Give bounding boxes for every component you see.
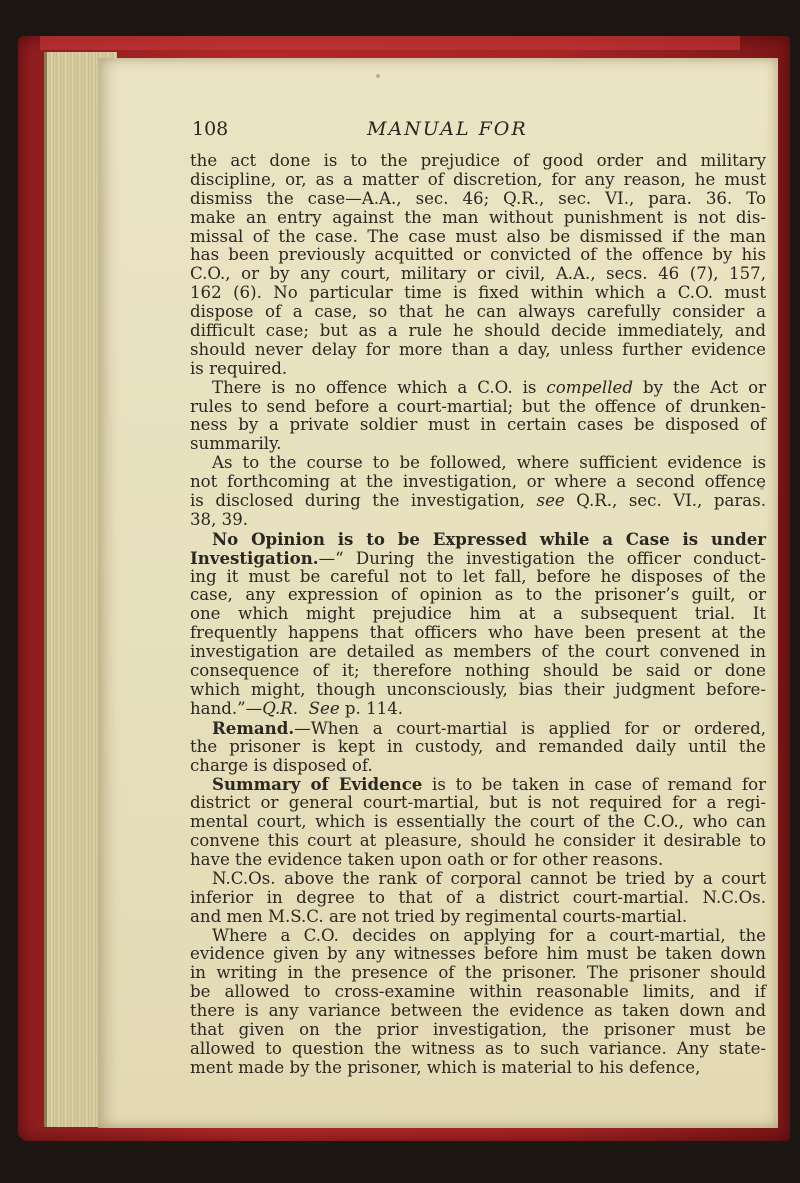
text-line — [190, 1040, 766, 1059]
line-text: p. 114. — [339, 698, 404, 718]
text-line — [190, 549, 766, 568]
text-line — [190, 813, 766, 832]
text-line — [190, 360, 766, 379]
line-text: charge is disposed of. — [190, 755, 373, 775]
text-line — [190, 851, 766, 870]
text-line — [190, 586, 766, 605]
italic-text: see — [536, 491, 565, 511]
line-text: mental court, which is essentially the court of the C.O., who can — [190, 812, 766, 832]
text-line — [190, 662, 766, 681]
line-text: Q.R., sec. VI., paras. — [564, 491, 766, 511]
text-line — [190, 284, 766, 303]
line-text: case, any expression of opinion as to the prisoner’s guilt, or — [190, 585, 766, 605]
line-text: There is no offence which a C.O. is — [212, 377, 547, 397]
text-line — [190, 700, 766, 719]
line-text: hand.”— — [190, 698, 263, 718]
line-text: not forthcoming at the investigation, or where a second offence — [190, 472, 766, 492]
text-line — [190, 1059, 766, 1078]
line-text: frequently happens that officers who have been present at the — [190, 623, 766, 643]
line-text: consequence of it; therefore nothing should be said or done — [190, 661, 766, 681]
text-line — [190, 303, 766, 322]
text-line — [190, 719, 766, 738]
line-text: one which might prejudice him at a subsequent trial. It — [190, 604, 766, 624]
line-text: As to the course to be followed, where sufficient evidence is — [212, 453, 766, 473]
text-line — [190, 530, 766, 549]
text-line — [190, 454, 766, 473]
italic-text: compelled — [546, 377, 633, 397]
line-text: allowed to question the witness as to such variance. Any state- — [190, 1038, 766, 1058]
line-text: have the evidence taken upon oath or for other reasons. — [190, 849, 664, 869]
text-line — [190, 228, 766, 247]
line-text: 38, 39. — [190, 509, 249, 529]
text-line — [190, 492, 766, 511]
line-text: missal of the case. The case must also be dismissed if the man — [190, 226, 766, 246]
line-text: discipline, or, as a matter of discretion, for any reason, he must — [190, 169, 766, 189]
line-text: and men M.S.C. are not tried by regimental courts-martial. — [190, 906, 688, 926]
text-line — [190, 738, 766, 757]
line-text: Where a C.O. decides on applying for a court-martial, the — [212, 925, 766, 945]
text-line — [190, 889, 766, 908]
line-text: inferior in degree to that of a district court-martial. N.C.Os. — [190, 887, 766, 907]
line-text: ness by a private soldier must in certain cases be disposed of — [190, 415, 766, 435]
cover-edge — [40, 36, 740, 50]
line-text: the act done is to the prejudice of good order and military — [190, 151, 766, 170]
line-text: be allowed to cross-examine within reasonable limits, and if — [190, 982, 766, 1002]
line-text: difficult case; but as a rule he should decide immediately, and — [190, 321, 766, 341]
page-body-text — [190, 152, 766, 1078]
line-text: by the Act or — [632, 377, 766, 397]
line-text: evidence given by any witnesses before him must be taken down — [190, 944, 766, 964]
text-line — [190, 171, 766, 190]
line-text: should never delay for more than a day, unless further evidence — [190, 339, 766, 359]
text-line — [190, 643, 766, 662]
section-heading: No Opinion is to be Expressed while a Case is under — [212, 528, 766, 549]
line-text: —When a court-martial is applied for or ordered, — [294, 718, 766, 738]
line-text: summarily. — [190, 434, 282, 454]
text-line — [190, 209, 766, 228]
text-line — [190, 757, 766, 776]
line-text: has been previously acquitted or convicted of the offence by his — [190, 245, 766, 265]
line-text: ment made by the prisoner, which is material to his defence, — [190, 1057, 701, 1077]
text-line — [190, 681, 766, 700]
line-text: which might, though unconsciously, bias their judgment before- — [190, 679, 766, 699]
section-heading: Remand. — [212, 717, 295, 738]
paper-speck — [376, 74, 380, 78]
section-heading: Summary of Evidence — [212, 774, 423, 795]
line-text: rules to send before a court-martial; but the offence of drunken- — [190, 396, 766, 416]
text-line — [190, 832, 766, 851]
italic-text: See — [308, 698, 340, 718]
text-line — [190, 1002, 766, 1021]
line-text: dispose of a case, so that he can always carefully consider a — [190, 302, 766, 322]
line-text: district or general court-martial, but is not required for a regi- — [190, 793, 766, 813]
text-line — [190, 416, 766, 435]
line-text: is required. — [190, 358, 288, 378]
text-line — [190, 624, 766, 643]
line-text: C.O., or by any court, military or civil, A.A., secs. 46 (7), 157, — [190, 264, 766, 284]
text-line — [190, 775, 766, 794]
text-line — [190, 945, 766, 964]
line-text: there is any variance between the evidence as taken down and — [190, 1001, 766, 1021]
running-title: MANUAL FOR — [367, 118, 528, 140]
line-text: ing it must be careful not to let fall, before he disposes of the — [190, 566, 766, 586]
line-text: —“ During the investigation the officer conduct- — [318, 548, 766, 568]
text-line — [190, 983, 766, 1002]
text-line — [190, 568, 766, 587]
line-text: is to be taken in case of remand for — [422, 775, 767, 795]
line-text: the prisoner is kept in custody, and remanded daily until the — [190, 736, 766, 756]
text-line — [190, 265, 766, 284]
text-line — [190, 152, 766, 171]
line-text: make an entry against the man without punishment is not dis- — [190, 207, 766, 227]
text-line — [190, 927, 766, 946]
page-number: 108 — [192, 118, 229, 140]
line-text: is disclosed during the investigation, — [190, 491, 537, 511]
text-line — [190, 1021, 766, 1040]
line-text: convene this court at pleasure, should he consider it desirable to — [190, 831, 766, 851]
text-line — [190, 190, 766, 209]
text-line — [190, 511, 766, 530]
text-line — [190, 322, 766, 341]
text-line — [190, 435, 766, 454]
line-text: in writing in the presence of the prisoner. The prisoner should — [190, 963, 766, 983]
page-header — [192, 118, 752, 144]
text-line — [190, 908, 766, 927]
text-line — [190, 341, 766, 360]
text-line — [190, 964, 766, 983]
text-line — [190, 379, 766, 398]
text-line — [190, 870, 766, 889]
text-line — [190, 398, 766, 417]
section-heading: Investigation. — [190, 547, 319, 568]
line-text: N.C.Os. above the rank of corporal cannot be tried by a court — [212, 868, 766, 888]
italic-text: Q.R. — [262, 698, 299, 718]
line-text: investigation are detailed as members of the court convened in — [190, 642, 766, 662]
line-text: 162 (6). No particular time is fixed within which a C.O. must — [190, 283, 766, 303]
line-text: dismiss the case—A.A., sec. 46; Q.R., sec. VI., para. 36. To — [190, 188, 766, 208]
text-line — [190, 794, 766, 813]
text-line — [190, 605, 766, 624]
text-line — [190, 473, 766, 492]
text-line — [190, 246, 766, 265]
line-text: that given on the prior investigation, the prisoner must be — [190, 1019, 766, 1039]
